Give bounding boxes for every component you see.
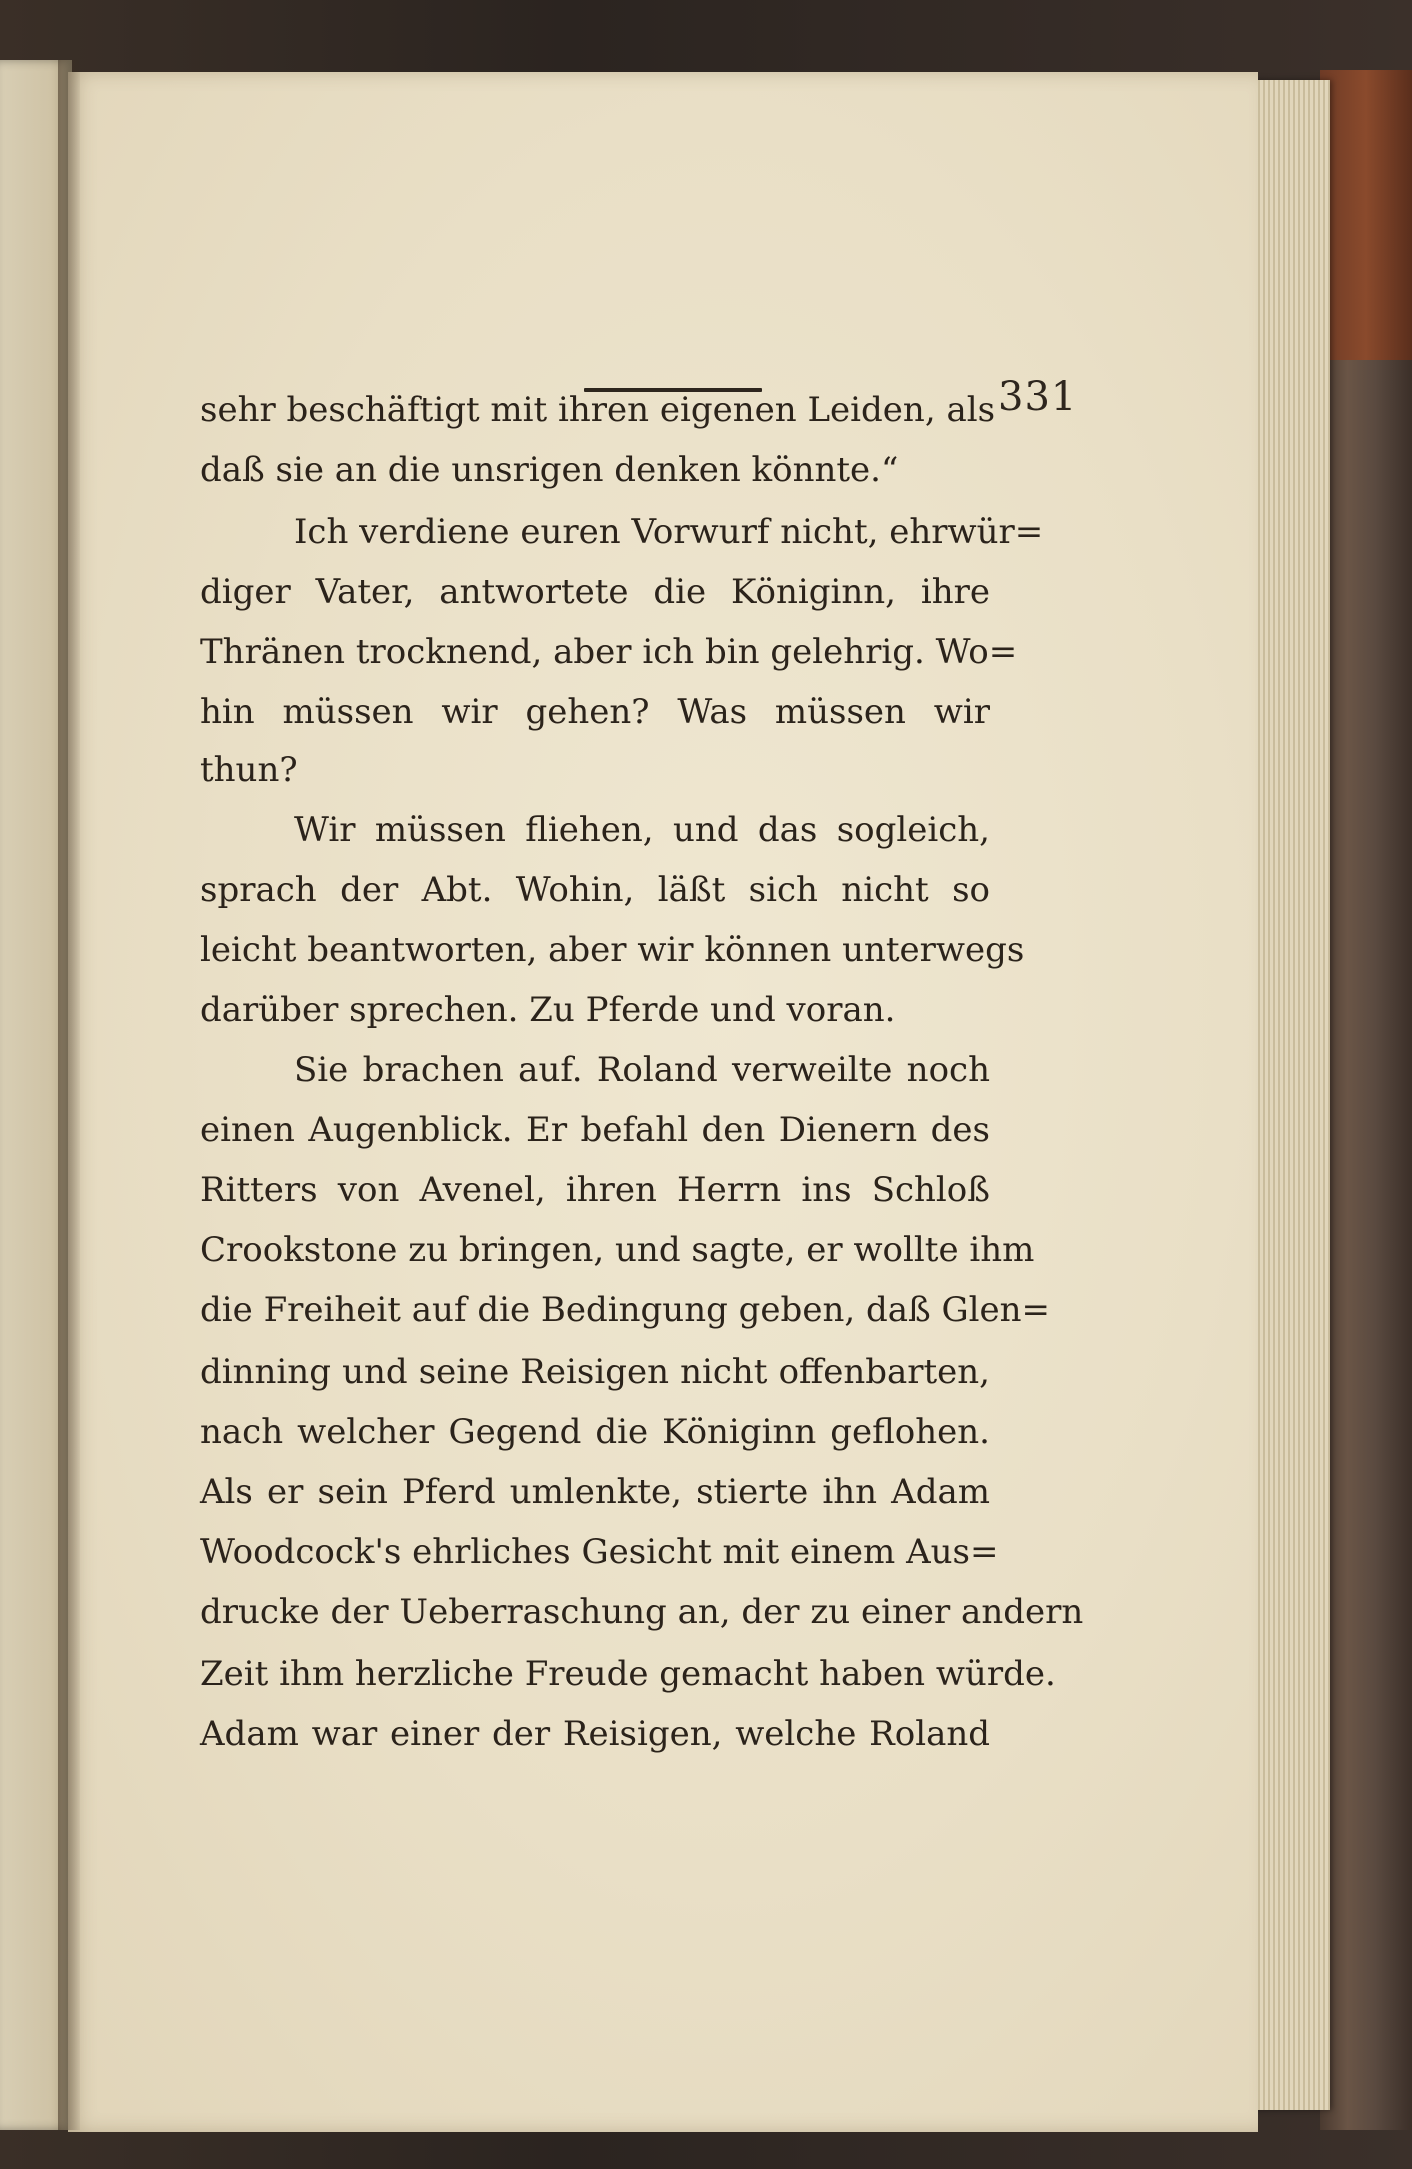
text-line: leicht beantworten, aber wir können unterwegs <box>200 930 1025 970</box>
text-line: einen Augenblick. Er befahl den Dienern des <box>200 1110 990 1150</box>
text-line: Crookstone zu bringen, und sagte, er wollte ihm <box>200 1230 1035 1270</box>
text-line: hin müssen wir gehen? Was müssen wir <box>200 692 990 732</box>
page-number: 331 <box>998 374 1078 420</box>
text-line: Wir müssen fliehen, und das sogleich, <box>294 810 990 850</box>
text-line: Woodcock's ehrliches Gesicht mit einem Aus= <box>200 1532 999 1572</box>
text-line: sprach der Abt. Wohin, läßt sich nicht so <box>200 870 990 910</box>
text-line: Ich verdiene euren Vorwurf nicht, ehrwür= <box>294 512 1044 552</box>
book-cover-corner <box>1320 70 1412 360</box>
text-line: darüber sprechen. Zu Pferde und voran. <box>200 990 896 1030</box>
text-line: sehr beschäftigt mit ihren eigenen Leiden, als <box>200 390 996 430</box>
book-page <box>68 72 1258 2132</box>
text-line: Adam war einer der Reisigen, welche Roland <box>200 1714 990 1754</box>
book-spine-edge <box>1320 70 1412 2130</box>
text-line: die Freiheit auf die Bedingung geben, daß Glen= <box>200 1290 1051 1330</box>
text-line: nach welcher Gegend die Königinn geflohen. <box>200 1412 990 1452</box>
text-line: diger Vater, antwortete die Königinn, ihre <box>200 572 990 612</box>
text-line: Ritters von Avenel, ihren Herrn ins Schloß <box>200 1170 990 1210</box>
page-gutter-shadow <box>58 60 80 2130</box>
text-line: daß sie an die unsrigen denken könnte.“ <box>200 450 899 490</box>
text-line: Sie brachen auf. Roland verweilte noch <box>294 1050 990 1090</box>
text-line: drucke der Ueberraschung an, der zu einer andern <box>200 1592 1084 1632</box>
text-line: Zeit ihm herzliche Freude gemacht haben würde. <box>200 1654 1056 1694</box>
text-line: Thränen trocknend, aber ich bin gelehrig. Wo= <box>200 632 1018 672</box>
text-line: dinning und seine Reisigen nicht offenbarten, <box>200 1352 990 1392</box>
text-line: thun? <box>200 750 298 790</box>
text-line: Als er sein Pferd umlenkte, stierte ihn Adam <box>200 1472 990 1512</box>
